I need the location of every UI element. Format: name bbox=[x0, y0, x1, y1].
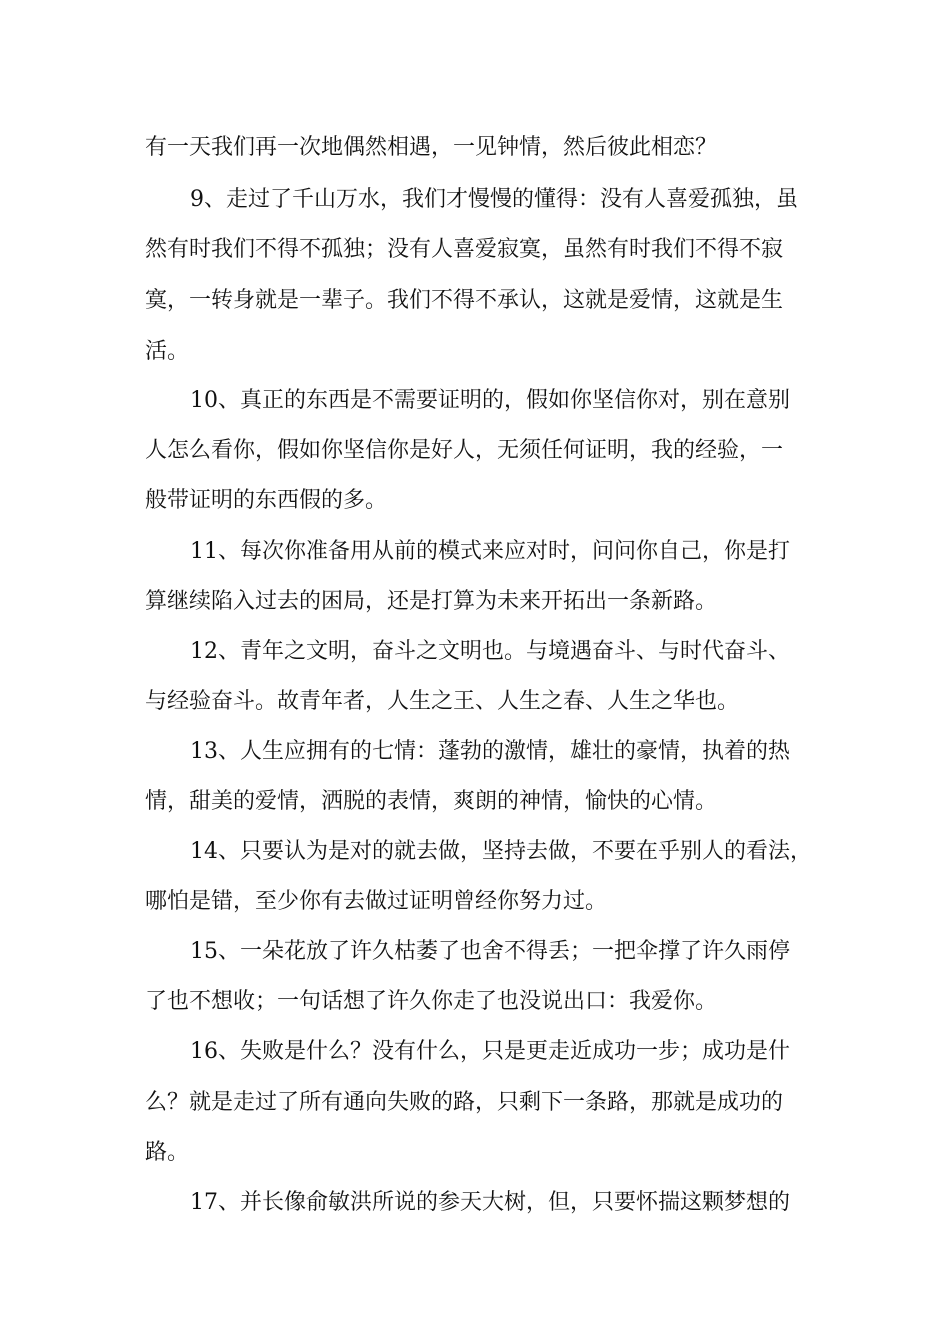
text-line: 12、青年之文明，奋斗之文明也。与境遇奋斗、与时代奋斗、 bbox=[190, 639, 790, 664]
text-line: 然有时我们不得不孤独；没有人喜爱寂寞，虽然有时我们不得不寂 bbox=[145, 237, 784, 262]
text-line: 14、只要认为是对的就去做，坚持去做，不要在乎别人的看法， bbox=[190, 839, 812, 864]
text-line: 11、每次你准备用从前的模式来应对时，问问你自己，你是打 bbox=[190, 539, 790, 564]
text-line: 16、失败是什么？没有什么，只是更走近成功一步；成功是什 bbox=[190, 1039, 790, 1064]
text-line: 10、真正的东西是不需要证明的，假如你坚信你对，别在意别 bbox=[190, 388, 790, 413]
text-line: 13、人生应拥有的七情：蓬勃的激情，雄壮的豪情，执着的热 bbox=[190, 739, 790, 764]
text-line: 活。 bbox=[145, 339, 190, 364]
text-line: 哪怕是错，至少你有去做过证明曾经你努力过。 bbox=[145, 889, 608, 914]
text-line: 有一天我们再一次地偶然相遇，一见钟情，然后彼此相恋？ bbox=[145, 135, 718, 160]
text-line: 般带证明的东西假的多。 bbox=[145, 488, 388, 513]
text-line: 9、走过了千山万水，我们才慢慢的懂得：没有人喜爱孤独，虽 bbox=[190, 187, 798, 212]
text-line: 路。 bbox=[145, 1140, 190, 1165]
text-line: 了也不想收；一句话想了许久你走了也没说出口：我爱你。 bbox=[145, 989, 718, 1014]
text-line: 算继续陷入过去的困局，还是打算为未来开拓出一条新路。 bbox=[145, 589, 718, 614]
text-line: 人怎么看你，假如你坚信你是好人，无须任何证明，我的经验，一 bbox=[145, 438, 784, 463]
text-line: 么？就是走过了所有通向失败的路，只剩下一条路，那就是成功的 bbox=[145, 1090, 784, 1115]
text-line: 情，甜美的爱情，洒脱的表情，爽朗的神情，愉快的心情。 bbox=[145, 789, 718, 814]
text-line: 与经验奋斗。故青年者，人生之王、人生之春、人生之华也。 bbox=[145, 689, 740, 714]
text-line: 17、并长像俞敏洪所说的参天大树，但，只要怀揣这颗梦想的 bbox=[190, 1190, 790, 1215]
text-line: 寞，一转身就是一辈子。我们不得不承认，这就是爱情，这就是生 bbox=[145, 288, 784, 313]
text-line: 15、一朵花放了许久枯萎了也舍不得丢；一把伞撑了许久雨停 bbox=[190, 939, 790, 964]
